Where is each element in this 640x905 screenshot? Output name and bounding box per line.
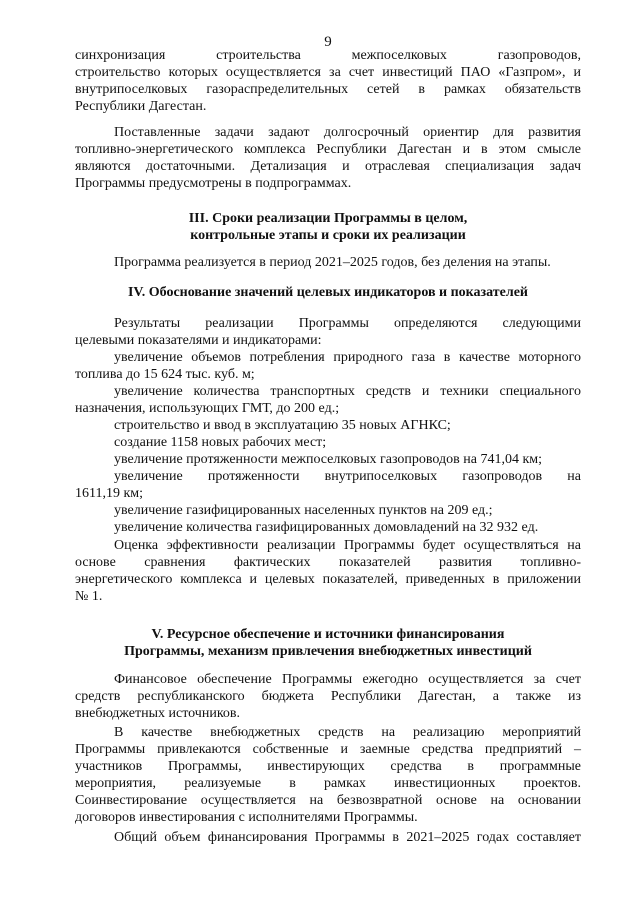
list-item: топлива до 15 624 тыс. куб. м;: [75, 367, 255, 382]
text-line: № 1.: [75, 589, 103, 604]
text-line: В качестве внебюджетных средств на реализацию мероприятий: [114, 725, 581, 740]
text-line: целевыми показателями и индикаторами:: [75, 333, 322, 348]
text-line: Программы предусмотрены в подпрограммах.: [75, 176, 352, 191]
text-line: Общий объем финансирования Программы в 2021–2025 годах составляет: [114, 830, 581, 845]
text-line: договоров инвестирования с исполнителями Программы.: [75, 810, 418, 825]
list-item: увеличение количества газифицированных домовладений на 32 932 ед.: [114, 520, 539, 535]
section-heading: контрольные этапы и сроки их реализации: [190, 228, 466, 243]
text-line: внебюджетных источников.: [75, 706, 241, 721]
list-item: увеличение объемов потребления природного газа в качестве моторного: [114, 350, 581, 365]
page-number: 9: [324, 34, 332, 50]
text-line: Программа реализуется в период 2021–2025 годов, без деления на этапы.: [114, 255, 551, 270]
text-line: основе сравнения фактических показателей развития топливно-: [75, 555, 581, 570]
text-line: энергетического комплекса и целевых показателей, приведенных в приложении: [75, 572, 581, 587]
text-line: синхронизация строительства межпоселковых газопроводов,: [75, 48, 581, 63]
list-item: увеличение протяженности внутрипоселковых газопроводов на: [114, 469, 581, 484]
text-line: Финансовое обеспечение Программы ежегодно осуществляется за счет: [114, 672, 581, 687]
text-line: строительство которых осуществляется за счет инвестиций ПАО «Газпром», и: [75, 65, 581, 80]
text-line: Соинвестирование осуществляется на безвозвратной основе на основании: [75, 793, 581, 808]
list-item: назначения, использующих ГМТ, до 200 ед.;: [75, 401, 340, 416]
list-item: создание 1158 новых рабочих мест;: [114, 435, 327, 450]
text-line: Оценка эффективности реализации Программы будет осуществляться на: [114, 538, 581, 553]
section-heading: IV. Обоснование значений целевых индикаторов и показателей: [127, 285, 529, 300]
text-line: Республики Дагестан.: [75, 99, 207, 114]
text-line: внутрипоселковых газораспределительных сетей в рамках обязательств: [75, 82, 581, 97]
text-line: средств республиканского бюджета Республики Дагестан, а также из: [75, 689, 581, 704]
text-line: топливно-энергетического комплекса Республики Дагестан и в этом смысле: [75, 142, 581, 157]
list-item: 1611,19 км;: [75, 486, 144, 501]
list-item: увеличение количества транспортных средств и техники специального: [114, 384, 581, 399]
section-heading: Программы, механизм привлечения внебюджетных инвестиций: [124, 644, 532, 659]
text-line: являются достаточными. Детализация и отраслевая специализация задач: [75, 159, 581, 174]
text-line: Поставленные задачи задают долгосрочный ориентир для развития: [114, 125, 581, 140]
section-heading: V. Ресурсное обеспечение и источники финансирования: [151, 627, 505, 642]
text-line: Программы привлекаются собственные и заемные средства предприятий –: [75, 742, 581, 757]
text-line: участников Программы, инвестирующих средства в программные: [75, 759, 581, 774]
list-item: увеличение газифицированных населенных пунктов на 209 ед.;: [114, 503, 493, 518]
section-heading: III. Сроки реализации Программы в целом,: [188, 211, 468, 226]
list-item: строительство и ввод в эксплуатацию 35 новых АГНКС;: [114, 418, 451, 433]
list-item: увеличение протяженности межпоселковых газопроводов на 741,04 км;: [114, 452, 542, 467]
text-line: мероприятия, реализуемые в рамках инвестиционных проектов.: [75, 776, 581, 791]
text-line: Результаты реализации Программы определяются следующими: [114, 316, 581, 331]
